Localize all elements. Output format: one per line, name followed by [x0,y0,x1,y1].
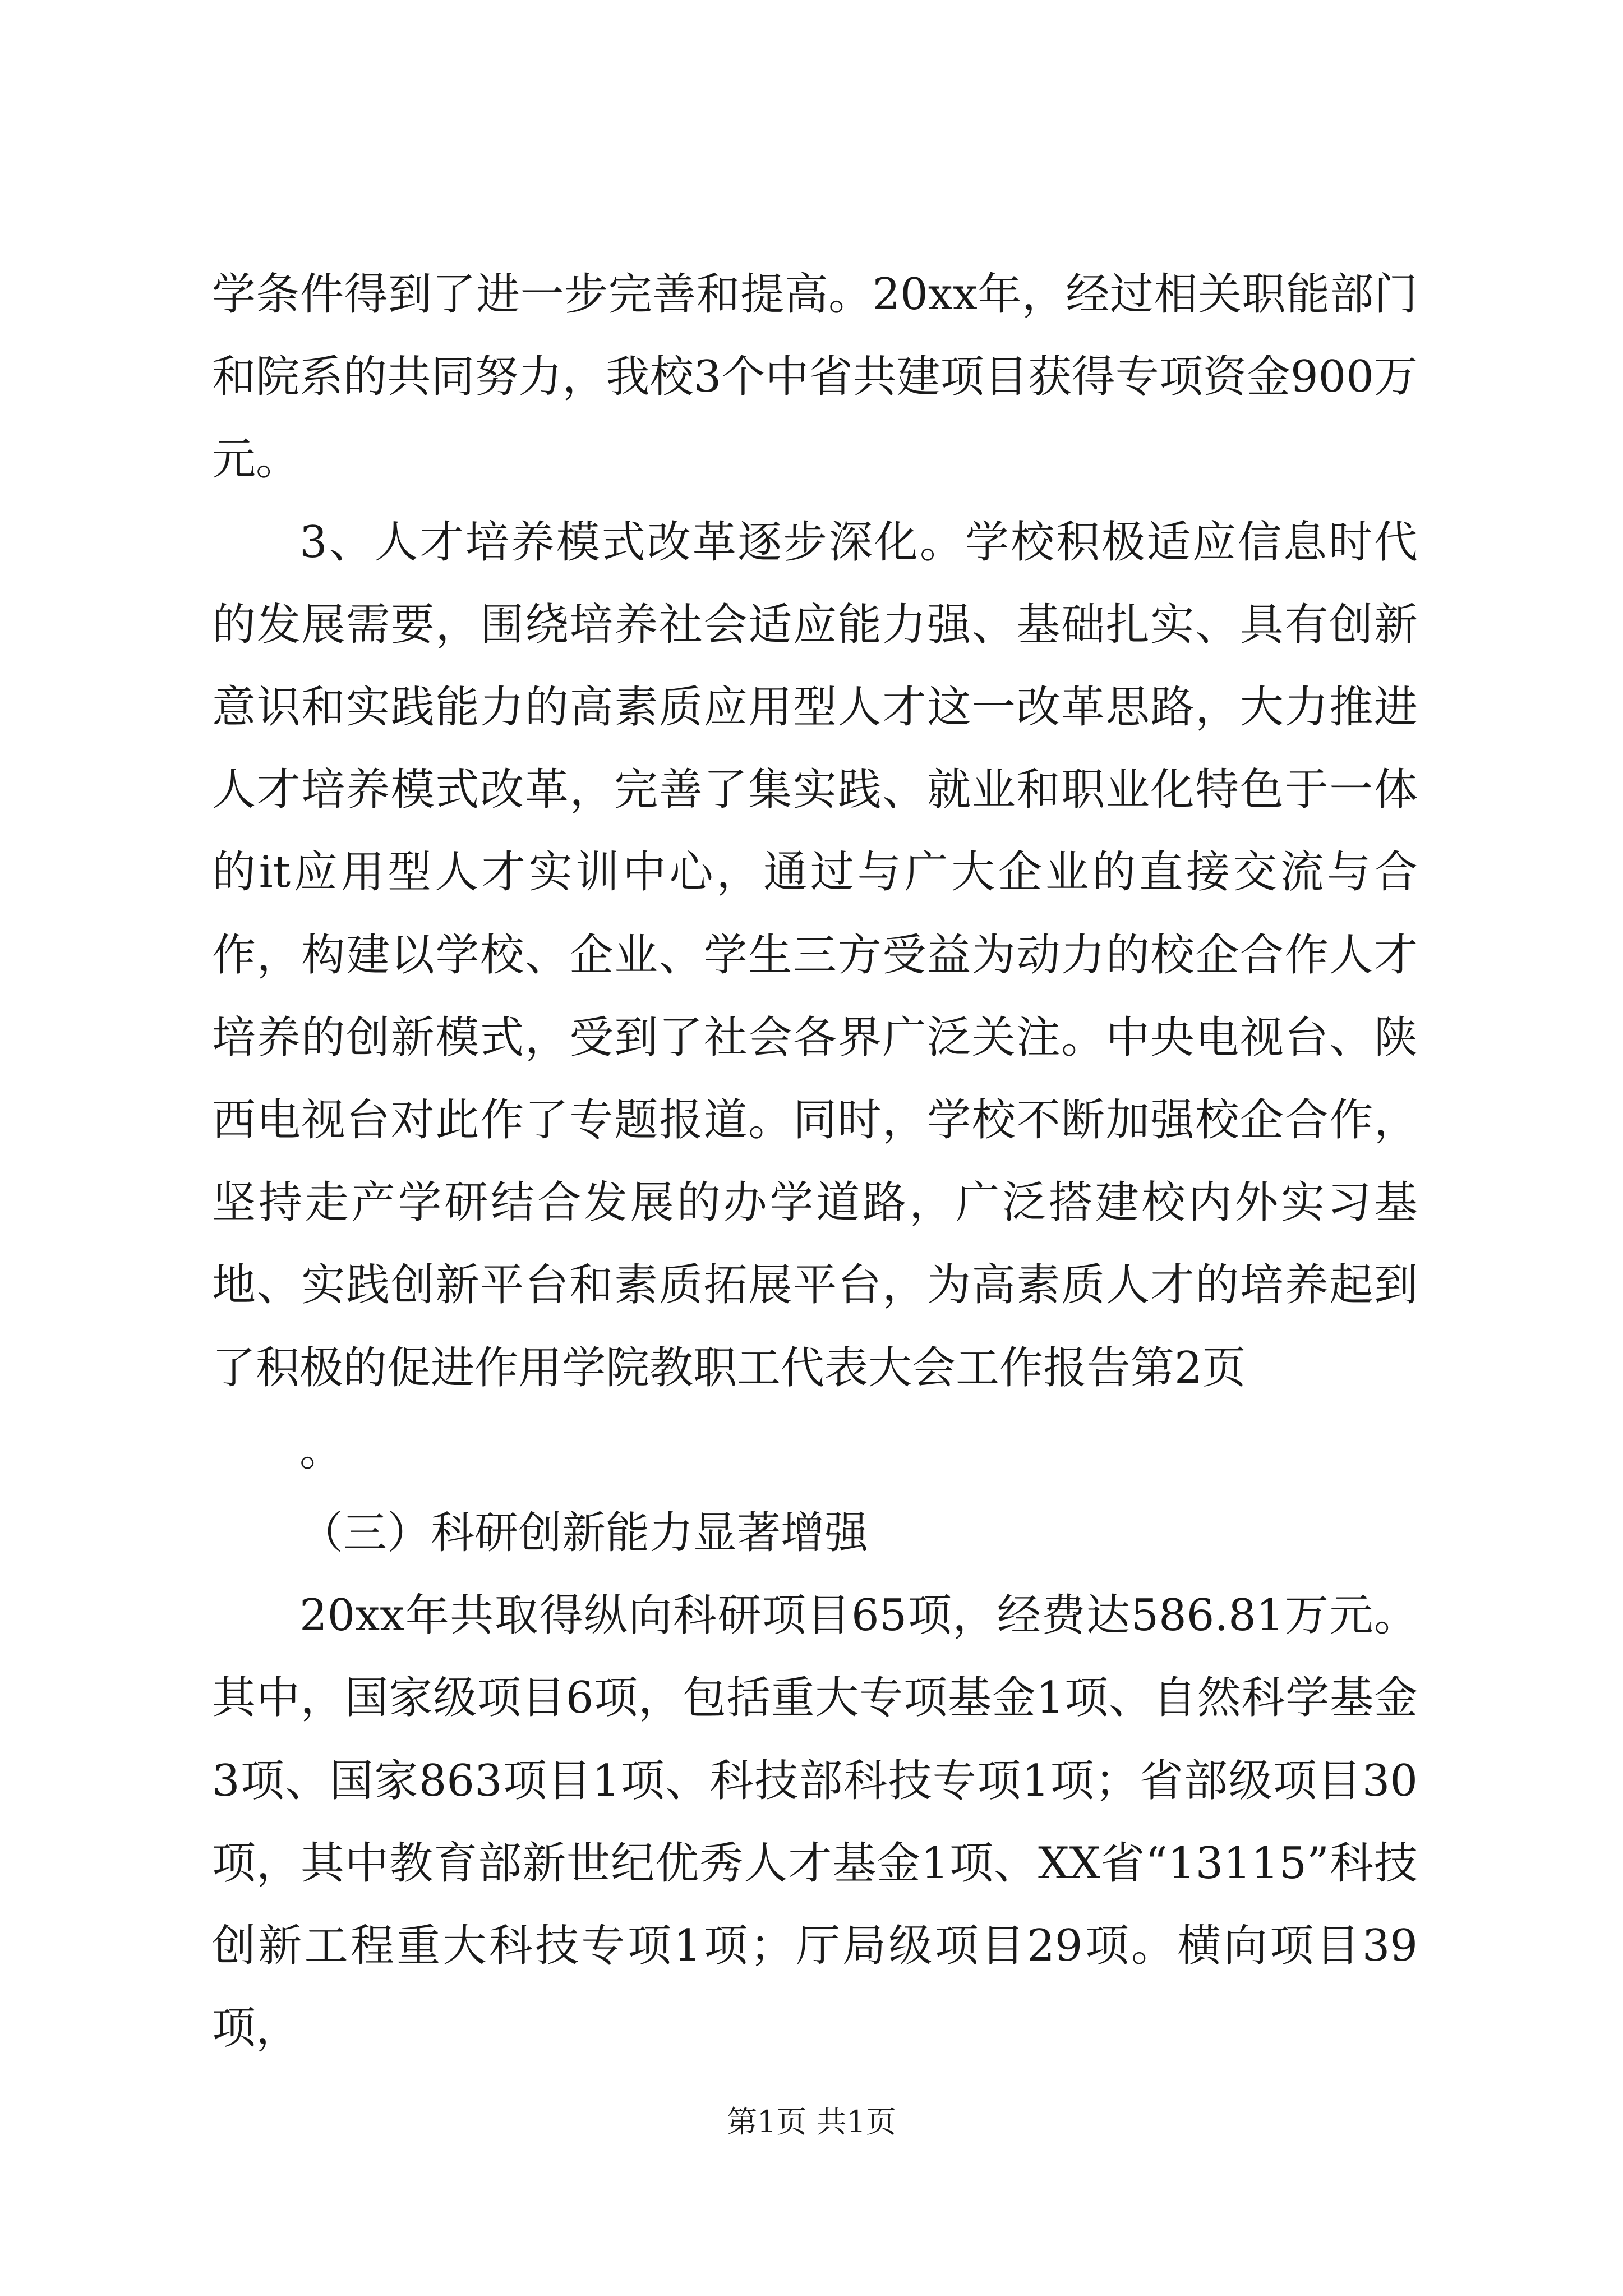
document-body [212,254,1418,2070]
page-footer: 第1页 共1页 [727,2104,896,2139]
paragraph-research-projects: 20xx年共取得纵向科研项目65项，经费达586.81万元。其中，国家级项目6项，包括重大专项基金1项、自然科学基金3项、国家863项目1项、科技部科技专项1项；省部级项目30项，其中教育部新世纪优秀人才基金1项、XX省“13115”科技创新工程重大科技专项1项；厅局级项目29项。横向项目39项， [212,1590,1418,2054]
paragraph-teaching-conditions: 学条件得到了进一步完善和提高。20xx年，经过相关职能部门和院系的共同努力，我校3个中省共建项目获得专项资金900万元。 [212,269,1418,485]
paragraph-talent-training-reform: 3、人才培养模式改革逐步深化。学校积极适应信息时代的发展需要，围绕培养社会适应能力强、基础扎实、具有创新意识和实践能力的高素质应用型人才这一改革思路，大力推进人才培养模式改革，完善了集实践、就业和职业化特色于一体的it应用型人才实训中心，通过与广大企业的直接交流与合作，构建以学校、企业、学生三方受益为动力的校企合作人才培养的创新模式，受到了社会各界广泛关注。中央电视台、陕西电视台对此作了专题报道。同时，学校不断加强校企合作，坚持走产学研结合发展的办学道路，广泛搭建校内外实习基地、实践创新平台和素质拓展平台，为高素质人才的培养起到了积极的促进作用学院教职工代表大会工作报告第2页 [212,517,1418,1393]
paragraph-trailing-period: 。 [299,1425,344,1476]
section-heading-research: （三）科研创新能力显著增强 [299,1508,869,1559]
